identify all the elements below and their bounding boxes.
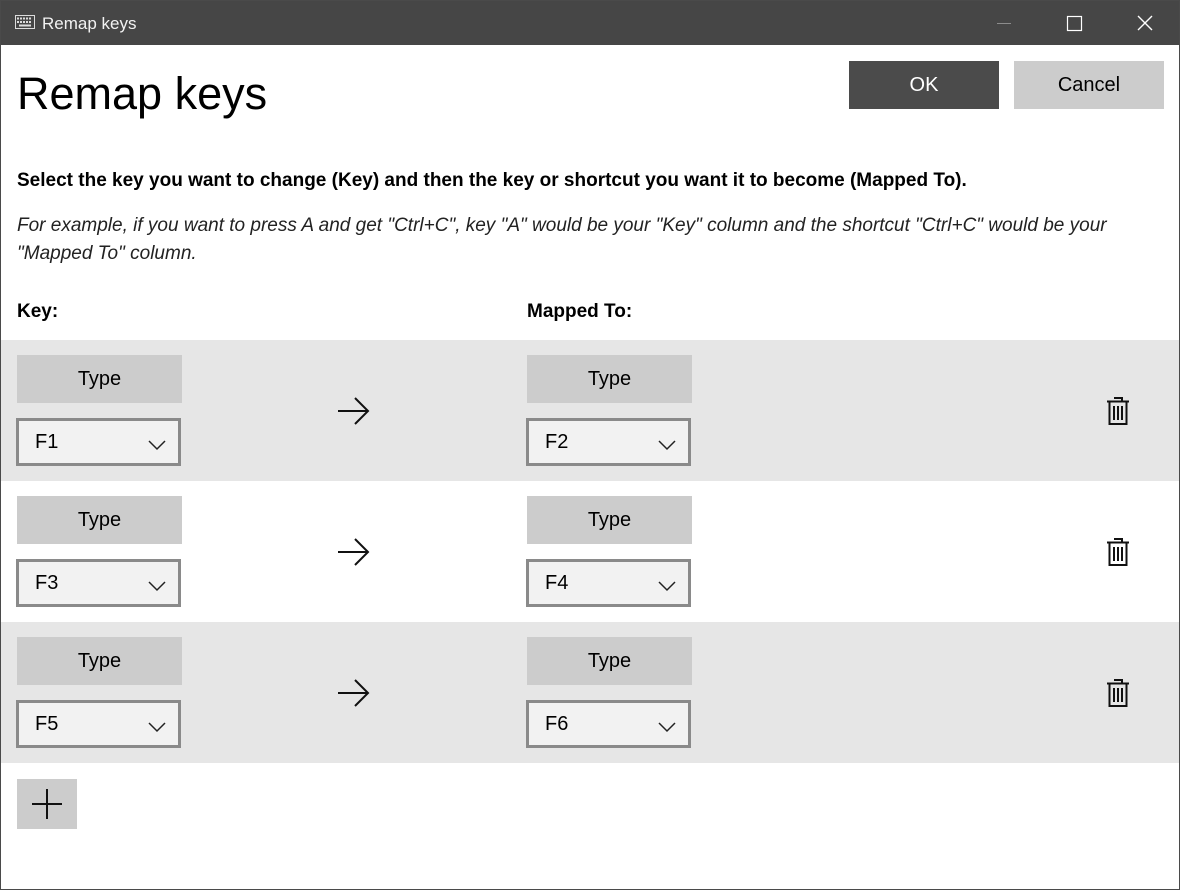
key-dropdown-value: F3 (35, 572, 59, 594)
mapped-type-button[interactable]: Type (527, 637, 692, 685)
title-bar[interactable] (1, 1, 1179, 45)
close-button[interactable] (1109, 1, 1179, 45)
remap-row (1, 481, 1179, 622)
mapped-dropdown-value: F6 (545, 713, 569, 735)
ok-button[interactable]: OK (849, 61, 999, 109)
mapped-dropdown-value: F2 (545, 431, 569, 453)
instruction-text: Select the key you want to change (Key) and then the key or shortcut you want it to become (Mapped To). (17, 170, 967, 191)
close-icon (1109, 1, 1179, 45)
plus-icon (31, 788, 63, 820)
minimize-icon (969, 1, 1039, 45)
chevron-down-icon (658, 434, 676, 457)
trash-icon[interactable] (1105, 395, 1131, 432)
mapped-dropdown[interactable] (526, 418, 691, 466)
example-text: For example, if you want to press A and get "Ctrl+C", key "A" would be your "Key" column and the shortcut "Ctrl+C" would be your "Mapped To" column. (17, 215, 1107, 264)
key-dropdown[interactable] (16, 559, 181, 607)
key-type-button[interactable]: Type (17, 496, 182, 544)
mapped-type-button[interactable]: Type (527, 496, 692, 544)
key-dropdown-value: F1 (35, 431, 59, 453)
page-title: Remap keys (17, 68, 268, 119)
key-type-button[interactable]: Type (17, 355, 182, 403)
mapped-to-column-header: Mapped To: (527, 301, 633, 322)
add-remap-button[interactable] (17, 779, 77, 829)
key-dropdown[interactable] (16, 700, 181, 748)
mapped-dropdown[interactable] (526, 559, 691, 607)
arrow-right-icon (336, 677, 372, 714)
key-column-header: Key: (17, 301, 59, 322)
chevron-down-icon (148, 575, 166, 598)
cancel-button[interactable]: Cancel (1014, 61, 1164, 109)
chevron-down-icon (658, 716, 676, 739)
mapped-dropdown[interactable] (526, 700, 691, 748)
chevron-down-icon (148, 716, 166, 739)
mapped-dropdown-value: F4 (545, 572, 569, 594)
key-type-button[interactable]: Type (17, 637, 182, 685)
minimize-button[interactable] (969, 1, 1039, 45)
remap-row (1, 340, 1179, 481)
key-dropdown[interactable] (16, 418, 181, 466)
keyboard-icon (15, 15, 35, 34)
maximize-button[interactable] (1039, 1, 1109, 45)
chevron-down-icon (658, 575, 676, 598)
maximize-icon (1039, 1, 1109, 45)
window-title: Remap keys (42, 14, 137, 33)
trash-icon[interactable] (1105, 677, 1131, 714)
remap-row (1, 622, 1179, 763)
arrow-right-icon (336, 395, 372, 432)
key-dropdown-value: F5 (35, 713, 59, 735)
chevron-down-icon (148, 434, 166, 457)
trash-icon[interactable] (1105, 536, 1131, 573)
mapped-type-button[interactable]: Type (527, 355, 692, 403)
arrow-right-icon (336, 536, 372, 573)
